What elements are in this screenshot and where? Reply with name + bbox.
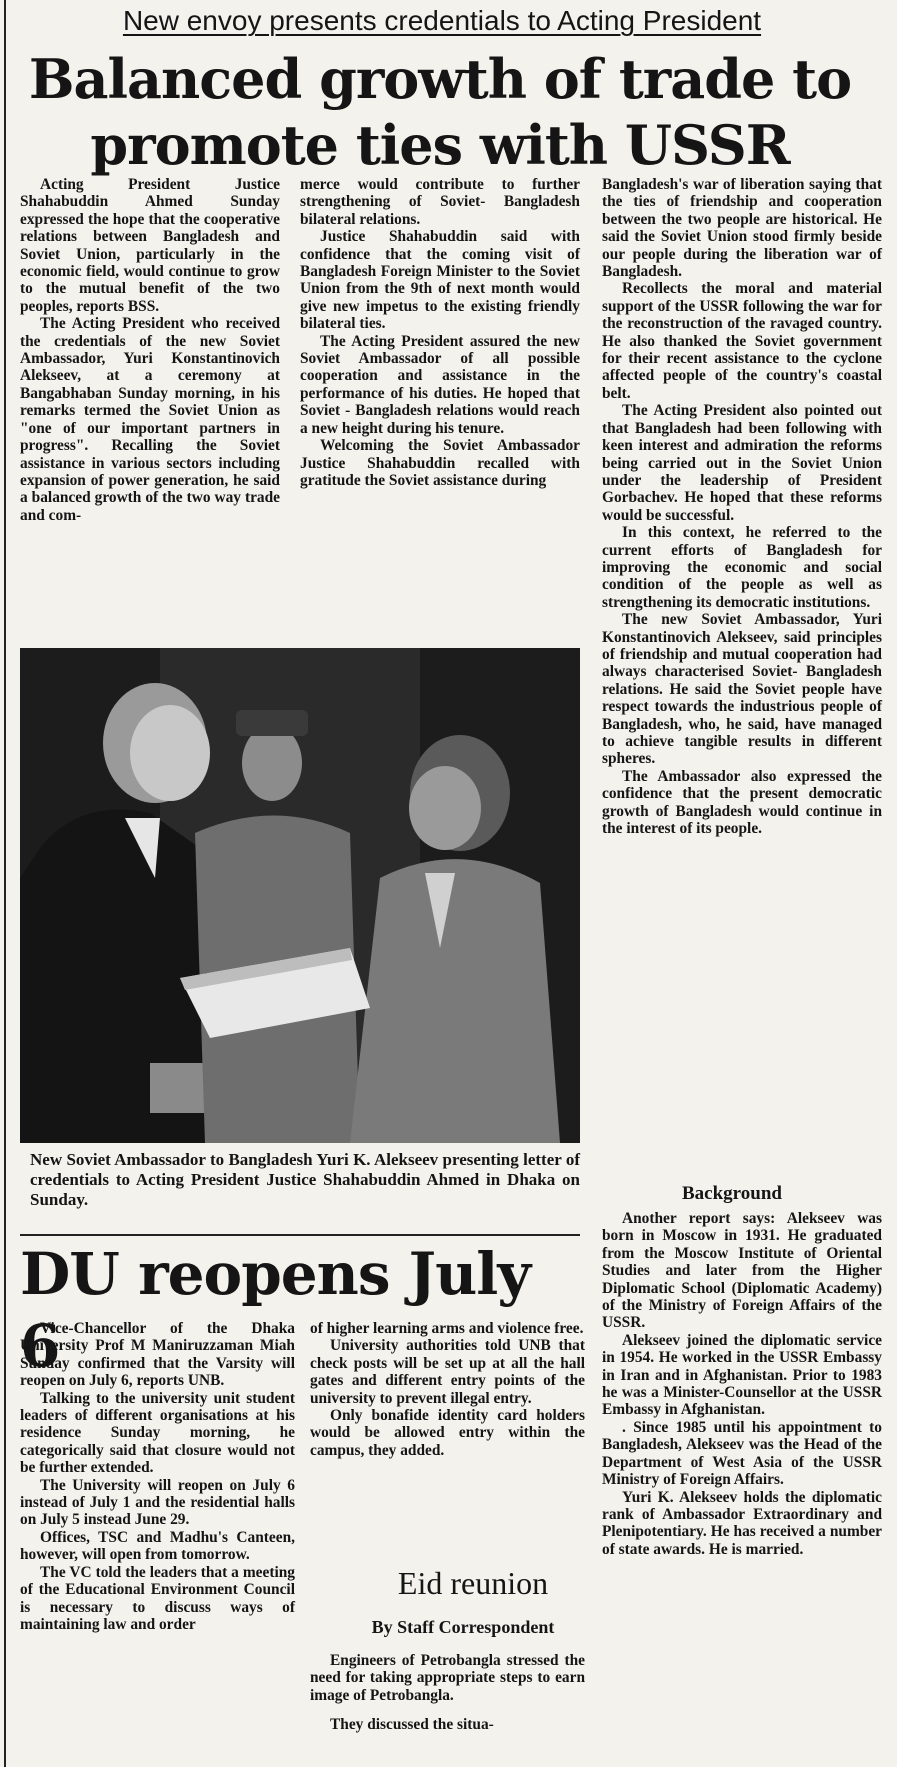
main-headline-line-1: Balanced growth of trade to xyxy=(28,47,852,111)
paragraph: Alekseev joined the diplomatic service in 1954. He worked in the USSR Embassy in Iran and in Afghanistan. Prior to 1983 he was a Minister-Counsellor at the USSR Embassy in Afghanistan. xyxy=(602,1331,882,1419)
paragraph: . Since 1985 until his appointment to Bangladesh, Alekseev was the Head of the Department of West Asia of the USSR Ministry of Foreign Affairs. xyxy=(602,1418,882,1489)
main-story-column-3 xyxy=(602,176,882,837)
du-story-column-1 xyxy=(20,1320,295,1633)
eid-byline: By Staff Correspondent xyxy=(371,1617,555,1637)
ceremony-photo-illustration xyxy=(20,648,580,1143)
main-headline-line-2: promote ties with USSR xyxy=(90,113,790,177)
paragraph: Yuri K. Alekseev holds the diplomatic rank of Ambassador Extraordinary and Plenipotentiary. He has received a number of state awards. He is married. xyxy=(602,1488,882,1558)
du-headline: DU reopens July 6 xyxy=(20,1240,531,1380)
paragraph: Welcoming the Soviet Ambassador Justice Shahabuddin recalled with gratitude the Soviet assistance during xyxy=(300,437,580,489)
paragraph: of higher learning arms and violence free. xyxy=(310,1320,584,1337)
paragraph: The VC told the leaders that a meeting of the Educational Environment Council is necessary to discuss ways of maintaining law and order xyxy=(20,1563,295,1633)
paragraph: Offices, TSC and Madhu's Canteen, however, will open from tomorrow. xyxy=(20,1528,295,1564)
paragraph: The new Soviet Ambassador, Yuri Konstantinovich Alekseev, said principles of friendship and mutual cooperation had always characterised Soviet- Bangladesh relations. He said the Soviet people have respect towards the industrious people of Bangladesh, who, he said, have managed to achieve tangible results in different spheres. xyxy=(602,611,882,768)
du-story-column-2 xyxy=(310,1320,585,1459)
paragraph: The University will reopen on July 6 instead of July 1 and the residential halls on July 5 instead June 29. xyxy=(20,1476,295,1529)
background-heading: Background xyxy=(682,1183,782,1204)
paragraph: University authorities told UNB that check posts will be set up at all the hall gates and different entry points of the university to prevent illegal entry. xyxy=(310,1337,585,1407)
paragraph: The Acting President assured the new Soviet Ambassador of all possible cooperation and assistance in the performance of his duties. He hoped that Soviet - Bangladesh relations would reach a new height during his tenure. xyxy=(300,332,580,437)
paragraph: They discussed the situa- xyxy=(330,1716,494,1734)
paragraph: Bangladesh's war of liberation saying that the ties of friendship and cooperation between the two people are historical. He said the Soviet Union stood firmly beside our people during the liberation war of Bangladesh. xyxy=(602,176,882,281)
paragraph: Another report says: Alekseev was born in Moscow in 1931. He graduated from the Moscow Institute of Oriental Studies and later from the Higher Diplomatic School (Diplomatic Academy) of the Ministry of Foreign Affairs of the USSR. xyxy=(602,1210,882,1332)
paragraph: Acting President Justice Shahabuddin Ahmed Sunday expressed the hope that the cooperative relations between Bangladesh and Soviet Union, particularly in the economic field, would continue to grow to the mutual benefit of the two peoples, reports BSS. xyxy=(20,176,280,315)
paragraph: The Acting President also pointed out that Bangladesh had been following with keen interest and admiration the reforms being carried out in the Soviet Union under the leadership of President Gorbachev. He hoped that these reforms would be successful. xyxy=(602,402,882,524)
paragraph: Vice-Chancellor of the Dhaka University Prof M Maniruzzaman Miah Sunday confirmed that the Varsity will reopen on July 6, reports UNB. xyxy=(20,1320,295,1390)
paragraph: Recollects the moral and material support of the USSR following the war for the reconstruction of the ravaged country. He also thanked the Soviet government for their recent assistance to the cyclone affected people of the country's coastal belt. xyxy=(602,280,882,402)
eid-story-column xyxy=(310,1652,585,1734)
paragraph: The Acting President who received the credentials of the new Soviet Ambassador, Yuri Konstantinovich Alekseev, at a ceremony at Bangabhaban Sunday morning, in his remarks termed the Soviet Union as "one of our important partners in progress". Recalling the Soviet assistance in various sectors including expansion of power generation, he said a balanced growth of the two way trade and com- xyxy=(20,315,280,524)
column-rule xyxy=(4,0,6,1767)
photo-caption: New Soviet Ambassador to Bangladesh Yuri K. Alekseev presenting letter of credentials to Acting President Justice Shahabuddin Ahmed in Dhaka on Sunday. xyxy=(30,1150,580,1209)
paragraph: The Ambassador also expressed the confidence that the present democratic growth of Bangladesh would continue in the interest of its people. xyxy=(602,767,882,838)
paragraph: Justice Shahabuddin said with confidence that the coming visit of Bangladesh Foreign Minister to the Soviet Union from the 9th of next month would give new impetus to the existing friendly bilateral ties. xyxy=(300,228,580,333)
background-column xyxy=(602,1210,882,1558)
kicker-headline: New envoy presents credentials to Acting President xyxy=(122,5,762,36)
paragraph: Talking to the university unit student leaders of different organisations at his residence Sunday morning, he categorically said that closure would not be further extended. xyxy=(20,1389,295,1477)
paragraph: merce would contribute to further strengthening of Soviet- Bangladesh bilateral relations. xyxy=(300,176,580,228)
main-headline xyxy=(10,46,870,178)
paragraph: Engineers of Petrobangla stressed the need for taking appropriate steps to earn image of Petrobangla. xyxy=(310,1652,585,1704)
main-story-column-2 xyxy=(300,176,580,489)
paragraph: Only bonafide identity card holders would be allowed entry within the campus, they added. xyxy=(310,1407,585,1459)
section-divider xyxy=(20,1234,580,1236)
news-photo xyxy=(20,648,580,1143)
paragraph: In this context, he referred to the current efforts of Bangladesh for improving the economic and social condition of the people as well as strengthening its democratic institutions. xyxy=(602,524,882,611)
eid-headline: Eid reunion xyxy=(397,1565,549,1601)
main-story-column-1 xyxy=(20,176,280,524)
